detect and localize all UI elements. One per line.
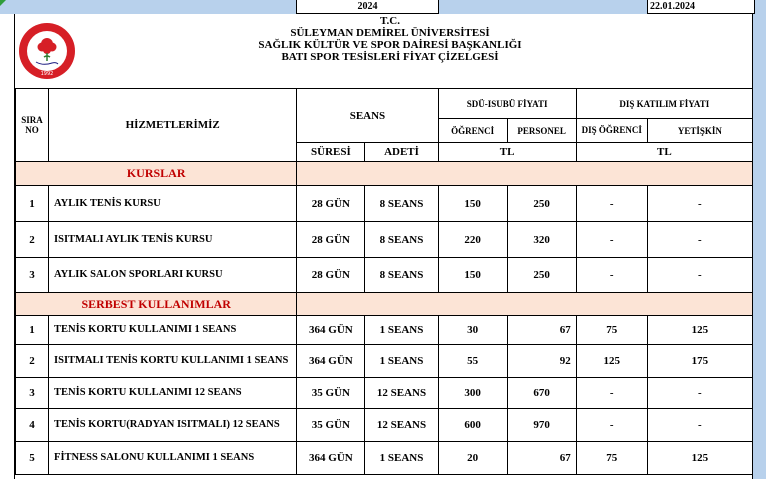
row-service[interactable]: ISITMALI AYLIK TENİS KURSU bbox=[49, 222, 297, 258]
header-dis-katilim[interactable]: DIŞ KATILIM FİYATI bbox=[576, 89, 752, 119]
row-no[interactable]: 1 bbox=[16, 186, 49, 222]
row-adet[interactable]: 1 SEANS bbox=[365, 345, 438, 378]
row-service[interactable]: TENİS KORTU KULLANIMI 1 SEANS bbox=[49, 316, 297, 345]
row-dis-ogrenci[interactable]: 75 bbox=[576, 316, 647, 345]
row-ogrenci[interactable]: 300 bbox=[438, 378, 507, 409]
row-ogrenci[interactable]: 220 bbox=[438, 222, 507, 258]
row-adet[interactable]: 12 SEANS bbox=[365, 378, 438, 409]
row-ogrenci[interactable]: 150 bbox=[438, 186, 507, 222]
section-kurslar-fill bbox=[297, 162, 753, 186]
row-ogrenci[interactable]: 20 bbox=[438, 442, 507, 475]
header-personel[interactable]: PERSONEL bbox=[507, 119, 576, 143]
row-sure[interactable]: 28 GÜN bbox=[297, 186, 365, 222]
section-serbest-fill bbox=[297, 293, 753, 316]
header-tl-sdu[interactable]: TL bbox=[438, 143, 576, 162]
price-table bbox=[15, 88, 753, 475]
row-personel[interactable]: 670 bbox=[507, 378, 576, 409]
row-adet[interactable]: 12 SEANS bbox=[365, 409, 438, 442]
row-sure[interactable]: 364 GÜN bbox=[297, 442, 365, 475]
row-yetiskin[interactable]: - bbox=[647, 258, 752, 293]
row-personel[interactable]: 970 bbox=[507, 409, 576, 442]
row-dis-ogrenci[interactable]: 125 bbox=[576, 345, 647, 378]
section-serbest[interactable]: SERBEST KULLANIMLAR bbox=[16, 293, 297, 316]
row-personel[interactable]: 67 bbox=[507, 442, 576, 475]
row-no[interactable]: 1 bbox=[16, 316, 49, 345]
row-personel[interactable]: 92 bbox=[507, 345, 576, 378]
header-dis-ogrenci[interactable]: DIŞ ÖĞRENCİ bbox=[576, 119, 647, 143]
row-sure[interactable]: 364 GÜN bbox=[297, 316, 365, 345]
row-sure[interactable]: 364 GÜN bbox=[297, 345, 365, 378]
row-dis-ogrenci[interactable]: - bbox=[576, 409, 647, 442]
right-margin-column bbox=[752, 14, 766, 479]
row-ogrenci[interactable]: 600 bbox=[438, 409, 507, 442]
row-sure[interactable]: 35 GÜN bbox=[297, 378, 365, 409]
corner-triangle-icon bbox=[0, 0, 6, 6]
row-no[interactable]: 2 bbox=[16, 345, 49, 378]
header-yetiskin[interactable]: YETİŞKİN bbox=[647, 119, 752, 143]
header-hizmetlerimiz[interactable]: HİZMETLERİMİZ bbox=[49, 89, 297, 162]
row-ogrenci[interactable]: 55 bbox=[438, 345, 507, 378]
row-adet[interactable]: 8 SEANS bbox=[365, 222, 438, 258]
row-personel[interactable]: 250 bbox=[507, 258, 576, 293]
row-yetiskin[interactable]: 175 bbox=[647, 345, 752, 378]
row-no[interactable]: 4 bbox=[16, 409, 49, 442]
row-yetiskin[interactable]: - bbox=[647, 186, 752, 222]
top-bar bbox=[0, 0, 766, 14]
row-no[interactable]: 3 bbox=[16, 258, 49, 293]
row-yetiskin[interactable]: - bbox=[647, 409, 752, 442]
row-adet[interactable]: 1 SEANS bbox=[365, 316, 438, 345]
row-dis-ogrenci[interactable]: - bbox=[576, 378, 647, 409]
row-yetiskin[interactable]: 125 bbox=[647, 316, 752, 345]
row-dis-ogrenci[interactable]: - bbox=[576, 186, 647, 222]
row-service[interactable]: AYLIK TENİS KURSU bbox=[49, 186, 297, 222]
row-service[interactable]: AYLIK SALON SPORLARI KURSU bbox=[49, 258, 297, 293]
row-sure[interactable]: 28 GÜN bbox=[297, 258, 365, 293]
row-adet[interactable]: 8 SEANS bbox=[365, 186, 438, 222]
header-line-department: SAĞLIK KÜLTÜR VE SPOR DAİRESİ BAŞKANLIĞI bbox=[258, 39, 522, 51]
row-personel[interactable]: 320 bbox=[507, 222, 576, 258]
svg-text:1992: 1992 bbox=[40, 71, 54, 77]
header-sdu-fiyati[interactable]: SDÜ-ISUBÜ FİYATI bbox=[438, 89, 576, 119]
header-line-title: BATI SPOR TESİSLERİ FİYAT ÇİZELGESİ bbox=[281, 51, 499, 63]
row-yetiskin[interactable]: 125 bbox=[647, 442, 752, 475]
year-cell[interactable]: 2024 bbox=[296, 0, 439, 14]
header-ogrenci[interactable]: ÖĞRENCİ bbox=[438, 119, 507, 143]
row-personel[interactable]: 250 bbox=[507, 186, 576, 222]
header-line-tc: T.C. bbox=[380, 15, 400, 27]
row-dis-ogrenci[interactable]: - bbox=[576, 222, 647, 258]
row-no[interactable]: 2 bbox=[16, 222, 49, 258]
row-service[interactable]: ISITMALI TENİS KORTU KULLANIMI 1 SEANS bbox=[49, 345, 297, 378]
row-service[interactable]: FİTNESS SALONU KULLANIMI 1 SEANS bbox=[49, 442, 297, 475]
row-sure[interactable]: 28 GÜN bbox=[297, 222, 365, 258]
header-title-block bbox=[230, 15, 550, 63]
header-seans[interactable]: SEANS bbox=[297, 89, 438, 143]
row-dis-ogrenci[interactable]: 75 bbox=[576, 442, 647, 475]
row-adet[interactable]: 8 SEANS bbox=[365, 258, 438, 293]
row-personel[interactable]: 67 bbox=[507, 316, 576, 345]
header-tl-dis[interactable]: TL bbox=[576, 143, 752, 162]
row-service[interactable]: TENİS KORTU(RADYAN ISITMALI) 12 SEANS bbox=[49, 409, 297, 442]
section-kurslar[interactable]: KURSLAR bbox=[16, 162, 297, 186]
header-sira-no[interactable]: SIRA NO bbox=[16, 89, 49, 162]
row-yetiskin[interactable]: - bbox=[647, 222, 752, 258]
row-no[interactable]: 3 bbox=[16, 378, 49, 409]
university-logo-icon bbox=[18, 22, 76, 80]
row-ogrenci[interactable]: 30 bbox=[438, 316, 507, 345]
row-service[interactable]: TENİS KORTU KULLANIMI 12 SEANS bbox=[49, 378, 297, 409]
header-suresi[interactable]: SÜRESİ bbox=[297, 143, 365, 162]
header-adeti[interactable]: ADETİ bbox=[365, 143, 438, 162]
header-line-university: SÜLEYMAN DEMİREL ÜNİVERSİTESİ bbox=[290, 27, 490, 39]
row-no[interactable]: 5 bbox=[16, 442, 49, 475]
row-sure[interactable]: 35 GÜN bbox=[297, 409, 365, 442]
row-yetiskin[interactable]: - bbox=[647, 378, 752, 409]
row-ogrenci[interactable]: 150 bbox=[438, 258, 507, 293]
row-dis-ogrenci[interactable]: - bbox=[576, 258, 647, 293]
date-cell[interactable]: 22.01.2024 bbox=[647, 0, 755, 14]
row-adet[interactable]: 1 SEANS bbox=[365, 442, 438, 475]
